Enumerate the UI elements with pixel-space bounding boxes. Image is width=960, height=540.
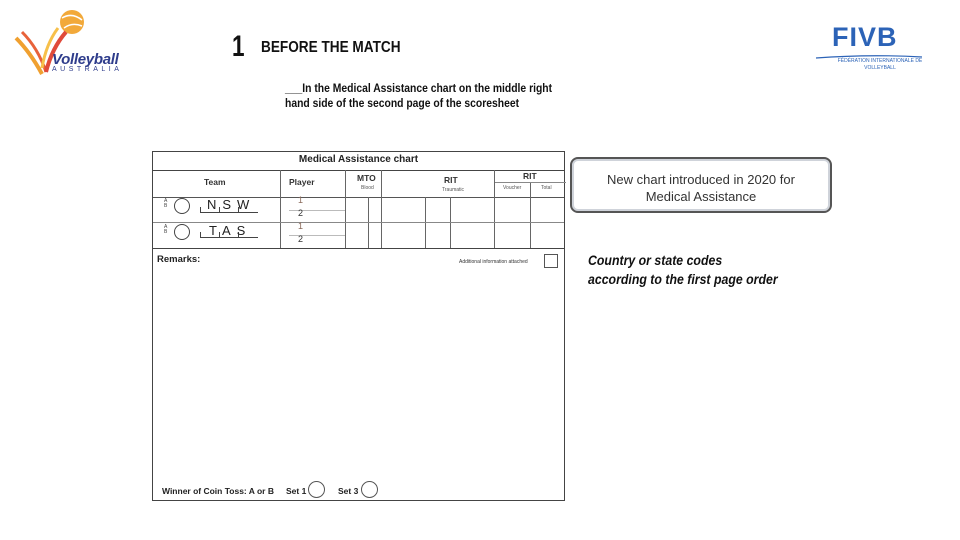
row1-ab-label xyxy=(164,199,167,209)
row1-player-1: 1 xyxy=(298,195,304,205)
callout-line-2: Medical Assistance xyxy=(645,189,757,204)
col-rit2: RIT xyxy=(523,171,537,181)
coin-toss-label: Winner of Coin Toss: A or B xyxy=(162,486,274,496)
row2-player-2: 2 xyxy=(298,234,304,244)
box-tick xyxy=(200,207,201,212)
row1-team-circle[interactable] xyxy=(174,198,190,214)
col-mto: MTO xyxy=(357,173,376,183)
box-tick xyxy=(200,232,201,237)
note-line-1: Country or state codes xyxy=(588,252,723,268)
row2-team-code: TAS xyxy=(209,223,252,238)
set3-label: Set 3 xyxy=(338,486,359,496)
col-mto-sub: Blood xyxy=(361,185,374,191)
row2-team-code-box[interactable] xyxy=(200,224,258,238)
medical-assistance-chart xyxy=(152,151,565,501)
row1-player-2: 2 xyxy=(298,208,304,218)
set1-circle[interactable] xyxy=(308,481,325,498)
row1-team-code-box[interactable] xyxy=(200,199,258,213)
step-title: BEFORE THE MATCH xyxy=(261,39,401,56)
callout-text xyxy=(572,171,830,205)
fivb-subtitle: FÉDÉRATION INTERNATIONALE DE VOLLEYBALL xyxy=(837,58,923,71)
chart-title: Medical Assistance chart xyxy=(298,154,419,165)
row2-team-circle[interactable] xyxy=(174,224,190,240)
col-divider xyxy=(530,183,531,248)
col-divider xyxy=(494,170,495,248)
remarks-area[interactable] xyxy=(153,248,564,503)
additional-info-checkbox[interactable] xyxy=(544,254,558,268)
fivb-wordmark: FIVB xyxy=(832,22,898,52)
col-rit-sub: Traumatic xyxy=(442,187,465,193)
new-chart-callout xyxy=(570,157,832,213)
chart-title-row xyxy=(153,152,564,171)
row1-ab-a: A xyxy=(164,198,168,204)
col-player: Player xyxy=(289,177,315,187)
row2-player-1: 1 xyxy=(298,221,304,231)
row2-ab-label xyxy=(164,225,167,235)
instruction-text xyxy=(285,82,552,112)
col-divider xyxy=(345,170,346,248)
instruction-line-1: ___In the Medical Assistance chart on the middle right xyxy=(285,83,553,95)
logo-wordmark: Volleyball xyxy=(52,51,119,68)
col-divider xyxy=(381,170,382,248)
col-team: Team xyxy=(204,177,226,187)
col-rit2-total: Total xyxy=(541,185,552,191)
country-codes-note xyxy=(588,251,778,289)
remarks-label: Remarks: xyxy=(157,254,201,265)
note-line-2: according to the first page order xyxy=(588,271,778,287)
step-number: 1 xyxy=(232,30,245,63)
row2-ab-b: B xyxy=(164,229,168,235)
col-rit2-voucher: Voucher xyxy=(503,185,522,191)
logo-subtitle: AUSTRALIA xyxy=(52,66,123,73)
row1-team-code: NSW xyxy=(207,197,256,212)
set1-label: Set 1 xyxy=(286,486,307,496)
instruction-line-2: hand side of the second page of the scoresheet xyxy=(285,98,520,110)
set3-circle[interactable] xyxy=(361,481,378,498)
col-rit: RIT xyxy=(444,175,458,185)
row1-ab-b: B xyxy=(164,203,168,209)
callout-line-1: New chart introduced in 2020 for xyxy=(607,172,795,187)
chart-header-row xyxy=(153,170,564,198)
additional-info-label: Additional information attached xyxy=(459,259,528,265)
row2-ab-a: A xyxy=(164,224,168,230)
col-divider xyxy=(280,170,281,248)
